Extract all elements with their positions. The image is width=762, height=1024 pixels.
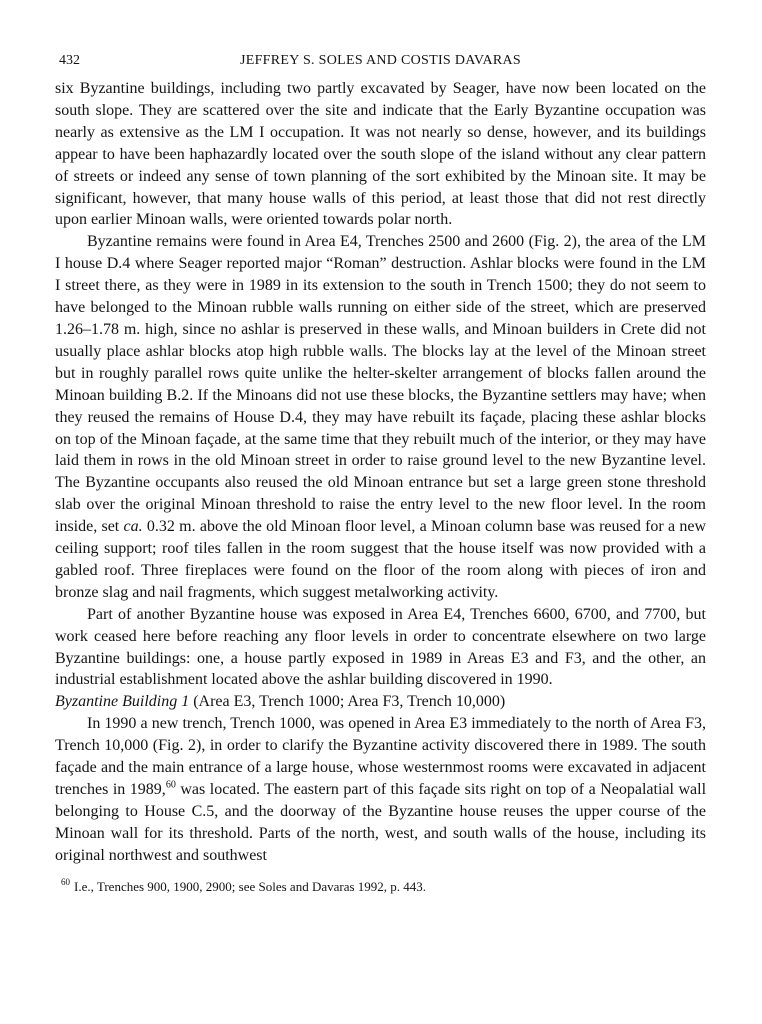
paragraph-2-text-b: 0.32 m. above the old Minoan floor level, a Minoan column base was reused for a new ceiling support; roof tiles fallen in the room suggest that the house itself was now provided with a gabled roof. Three fireplaces were found on the floor of the room along with pieces of iron and bronze slag and nail fragments, which suggest metalworking activity.	[55, 518, 707, 601]
section-heading	[55, 691, 706, 713]
footnote-text: I.e., Trenches 900, 1900, 2900; see Soles and Davaras 1992, p. 443.	[74, 878, 427, 894]
page	[55, 50, 706, 896]
paragraph-2	[55, 231, 706, 603]
section-heading-title: Byzantine Building 1	[55, 693, 190, 711]
body-text	[55, 78, 706, 867]
paragraph-3	[55, 604, 706, 692]
page-number: 432	[59, 53, 80, 68]
running-title: JEFFREY S. SOLES AND COSTIS DAVARAS	[240, 53, 521, 68]
paragraph-1-text: six Byzantine buildings, including two partly excavated by Seager, have now been located on the south slope. They are scattered over the site and indicate that the Early Byzantine occupation was nearly as extensive as the LM I occupation. It was not nearly so dense, however, and its buildings appear to have been haphazardly located over the south slope of the island without any clear pattern of streets or indeed any sense of town planning of the sort exhibited by the Minoan site. It may be significant, however, that many house walls of this period, at least those that did not rest directly upon earlier Minoan walls, were oriented towards polar north.	[55, 80, 706, 229]
paragraph-4-text-b: was located. The eastern part of this façade sits right on top of a Neopalatial wall belonging to House C.5, and the doorway of the Byzantine house reuses the upper course of the Minoan wall for its threshold. Parts of the north, west, and south walls of the house, including its original northwest and southwest	[55, 781, 707, 864]
paragraph-3-text: Part of another Byzantine house was exposed in Area E4, Trenches 6600, 6700, and 7700, but work ceased here before reaching any floor levels in order to concentrate elsewhere on two large Byzantine buildings: one, a house partly exposed in 1989 in Areas E3 and F3, and the other, an industrial establishment located above the ashlar building discovered in 1990.	[55, 605, 706, 689]
footnote-number: 60	[61, 877, 70, 888]
running-head	[55, 50, 706, 72]
paragraph-4	[55, 713, 706, 866]
paragraph-2-italic-ca: ca.	[123, 518, 143, 536]
section-heading-subtitle: (Area E3, Trench 1000; Area F3, Trench 10,000)	[193, 693, 506, 711]
footnote	[55, 878, 706, 896]
paragraph-4-text-a: In 1990 a new trench, Trench 1000, was opened in Area E3 immediately to the north of Area F3, Trench 10,000 (Fig. 2), in order to clarify the Byzantine activity discovered there in 1989. The south façade and the main entrance of a large house, whose westernmost rooms were excavated in adjacent trenches in 1989,	[55, 715, 706, 798]
footnote-reference[interactable]: 60	[165, 779, 176, 791]
paragraph-1	[55, 78, 706, 231]
paragraph-2-text-a: Byzantine remains were found in Area E4, Trenches 2500 and 2600 (Fig. 2), the area of the LM I house D.4 where Seager reported major “Roman” destruction. Ashlar blocks were found in the LM I street there, as they were in 1989 in its extension to the south in Trench 1500; they do not seem to have belonged to the Minoan rubble walls running on either side of the street, which are preserved 1.26–1.78 m. high, since no ashlar is preserved in these walls, and Minoan builders in Crete did not usually place ashlar blocks atop high rubble walls. The blocks lay at the level of the Minoan street but in roughly parallel rows quite unlike the helter-skelter arrangement of blocks fallen around the Minoan building B.2. If the Minoans did not use these blocks, the Byzantine settlers may have; when they reused the remains of House D.4, they may have rebuilt its façade, placing these ashlar blocks on top of the Minoan façade, at the same time that they rebuilt much of the interior, or they may have laid them in rows in the old Minoan street in order to raise ground level to the new Byzantine level. The Byzantine occupants also reused the old Minoan entrance but set a large green stone threshold slab over the original Minoan threshold to raise the entry level to the new floor level. In the room inside, set	[55, 233, 706, 536]
